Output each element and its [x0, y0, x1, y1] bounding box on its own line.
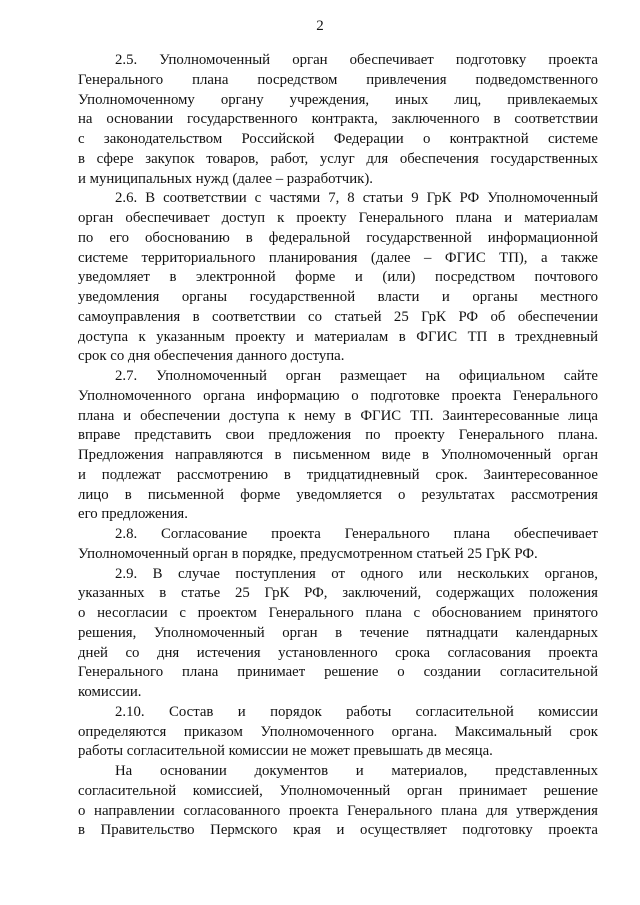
- text-line: Уполномоченного органа информацию о подготовке проекта Генерального: [78, 387, 598, 404]
- text-line: в Правительство Пермского края и осуществляет подготовку проекта: [78, 822, 598, 839]
- text-line: 2.6. В соответствии с частями 7, 8 статьи 9 ГрК РФ Уполномоченный: [115, 190, 598, 207]
- text-line: 2.5. Уполномоченный орган обеспечивает подготовку проекта: [115, 52, 598, 68]
- text-line: системе территориального планирования (далее – ФГИС ТП), а также: [78, 249, 598, 266]
- text-line: работы согласительной комиссии не может превышать дв месяца.: [78, 743, 493, 760]
- text-line: доступа к указанным проекту и материалам в ФГИС ТП в трехдневный: [78, 328, 598, 345]
- text-line: Предложения направляются в письменном виде в Уполномоченный орган: [78, 447, 598, 463]
- text-line: его предложения.: [78, 506, 188, 523]
- text-line: с законодательством Российской Федерации о контрактной системе: [78, 131, 598, 147]
- text-line: по его обоснованию в федеральной государственной информационной: [78, 229, 598, 246]
- paragraph-2-8: [78, 525, 598, 565]
- text-line: самоуправления в соответствии со статьей 25 ГрК РФ об обеспечении: [78, 308, 598, 325]
- text-line: уведомления органы государственной власти и органы местного: [78, 289, 598, 305]
- text-line: на основании государственного контракта, заключенного в соответствии: [78, 111, 598, 128]
- text-line: 2.7. Уполномоченный орган размещает на официальном сайте: [115, 368, 598, 384]
- text-line: и муниципальных нужд (далее – разработчик).: [78, 170, 373, 187]
- text-line: орган обеспечивает доступ к проекту Генерального плана и материалам: [78, 210, 598, 226]
- text-line: вправе представить свои предложения по проекту Генерального плана.: [78, 427, 598, 444]
- text-line: 2.9. В случае поступления от одного или нескольких органов,: [115, 565, 598, 582]
- text-line: Уполномоченный орган в порядке, предусмотренном статьей 25 ГрК РФ.: [78, 545, 538, 562]
- text-line: о несогласии с проектом Генерального плана с обоснованием принятого: [78, 605, 598, 621]
- paragraph-2-10: [78, 703, 598, 762]
- text-line: указанных в статье 25 ГрК РФ, заключений, содержащих положения: [78, 585, 598, 602]
- text-line: и подлежат рассмотрению в тридцатидневный срок. Заинтересованное: [78, 466, 598, 483]
- text-line: лицо в письменной форме уведомляется о результатах рассмотрения: [78, 486, 598, 503]
- text-line: Уполномоченному органу учреждения, иных лиц, привлекаемых: [78, 91, 598, 108]
- paragraph-2-5: [78, 51, 598, 189]
- text-line: уведомляет в электронной форме и (или) посредством почтового: [78, 269, 598, 286]
- paragraph-2-9: [78, 565, 598, 703]
- text-line: плана и обеспечении доступа к нему в ФГИС ТП. Заинтересованные лица: [78, 407, 598, 424]
- text-line: определяются приказом Уполномоченного органа. Максимальный срок: [78, 723, 598, 740]
- text-line: решения, Уполномоченный орган в течение пятнадцати календарных: [78, 624, 598, 641]
- document-body: [78, 51, 598, 841]
- text-line: 2.10. Состав и порядок работы согласительной комиссии: [115, 703, 598, 720]
- text-line: Генерального плана посредством привлечения подведомственного: [78, 71, 598, 88]
- paragraph-2-7: [78, 367, 598, 525]
- text-line: срок со дня обеспечения данного доступа.: [78, 348, 345, 365]
- text-line: в сфере закупок товаров, работ, услуг для обеспечения государственных: [78, 150, 598, 167]
- text-line: о направлении согласованного проекта Генерального плана для утверждения: [78, 802, 598, 819]
- paragraph-final: [78, 762, 598, 841]
- paragraph-2-6: [78, 189, 598, 367]
- page-number: 2: [316, 18, 324, 34]
- text-line: 2.8. Согласование проекта Генерального плана обеспечивает: [115, 526, 598, 542]
- text-line: Генерального плана принимает решение о создании согласительной: [78, 664, 598, 681]
- text-line: На основании документов и материалов, представленных: [115, 763, 598, 779]
- text-line: комиссии.: [78, 684, 142, 700]
- text-line: согласительной комиссией, Уполномоченный орган принимает решение: [78, 782, 598, 799]
- text-line: дней со дня истечения установленного срока согласования проекта: [78, 644, 598, 661]
